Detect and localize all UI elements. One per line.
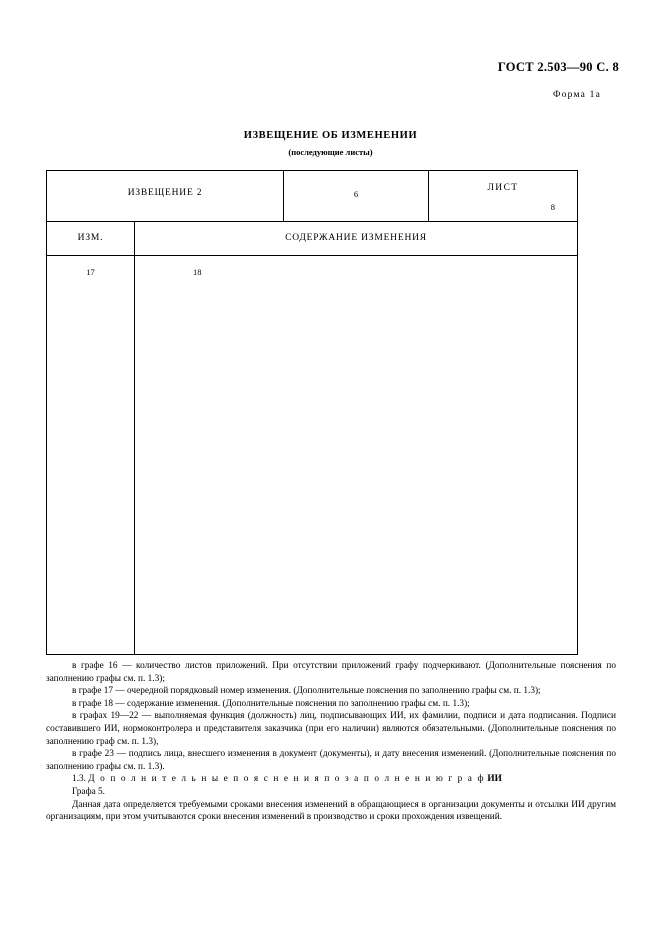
body-text-block	[46, 660, 616, 824]
notice-label: ИЗВЕЩЕНИЕ 2	[127, 188, 203, 198]
paragraph-8: Данная дата определяется требуемыми сроками внесения изменений в обращающиеся в организации документы и отсылки ИИ другим организациям, при этом учитываются сроки внесения изменений в производство и сроки прохождения извещений.	[46, 799, 616, 823]
sheet-cell	[429, 171, 577, 221]
form-label: Форма 1а	[553, 90, 601, 100]
paragraph-6	[46, 773, 616, 786]
paragraph-1: в графе 16 — количество листов приложений. При отсутствии приложений графу подчеркивают. (Дополнительные пояснения по заполнению графы см. п. 1.3);	[46, 661, 616, 684]
paragraph-3: в графе 18 — содержание изменения. (Дополнительные пояснения по заполнению графы см. п. 1.3);	[72, 698, 470, 709]
table-row	[47, 171, 577, 222]
section-heading-spaced: Д о п о л н и т е л ь н ы е п о я с н е н и я п о з а п о л н е н и ю г р а ф	[88, 774, 486, 785]
notice-cell	[47, 171, 284, 221]
document-title: ИЗВЕЩЕНИЕ ОБ ИЗМЕНЕНИИ	[243, 130, 418, 141]
field-18-number: 18	[193, 267, 202, 277]
content-header-label: СОДЕРЖАНИЕ ИЗМЕНЕНИЯ	[285, 233, 427, 243]
field-6-cell	[284, 171, 429, 221]
izm-header-cell	[47, 222, 135, 255]
document-subtitle: (последующие листы)	[288, 147, 373, 157]
paragraph-5: в графе 23 — подпись лица, внесшего изменения в документ (документы), и дату внесения изменений. (Дополнительные пояснения по заполнению графы см. п. 1.3).	[46, 749, 616, 772]
section-heading-abbr: ИИ	[487, 774, 502, 785]
field-8-number: 8	[550, 202, 555, 212]
paragraph-4: в графах 19—22 — выполняемая функция (должность) лиц, подписывающих ИИ, их фамилии, подписи и дата подписания. Подписи составившего ИИ, нормоконтролера и представителя заказчика (при его наличии) являются обязательными. (Дополнительные пояснения по заполнению граф см. п. 1.3),	[46, 711, 616, 747]
field-6-number: 6	[353, 189, 359, 199]
sheet-label: ЛИСТ	[487, 183, 519, 193]
paragraph-2: в графе 17 — очередной порядковый номер изменения. (Дополнительные пояснения по заполнению графы см. п. 1.3);	[72, 686, 541, 697]
field-17-number: 17	[86, 267, 95, 277]
notice-form-table	[46, 170, 578, 655]
section-number: 1.3.	[72, 774, 86, 785]
page-header-standard-ref: ГОСТ 2.503—90 С. 8	[497, 60, 619, 74]
content-body-cell	[135, 256, 577, 654]
izm-header-label: ИЗМ.	[77, 233, 104, 243]
table-header-row	[47, 222, 577, 256]
izm-body-cell	[47, 256, 135, 654]
table-body-row	[47, 256, 577, 654]
content-header-cell	[135, 222, 577, 255]
paragraph-7: Графа 5.	[72, 786, 106, 797]
